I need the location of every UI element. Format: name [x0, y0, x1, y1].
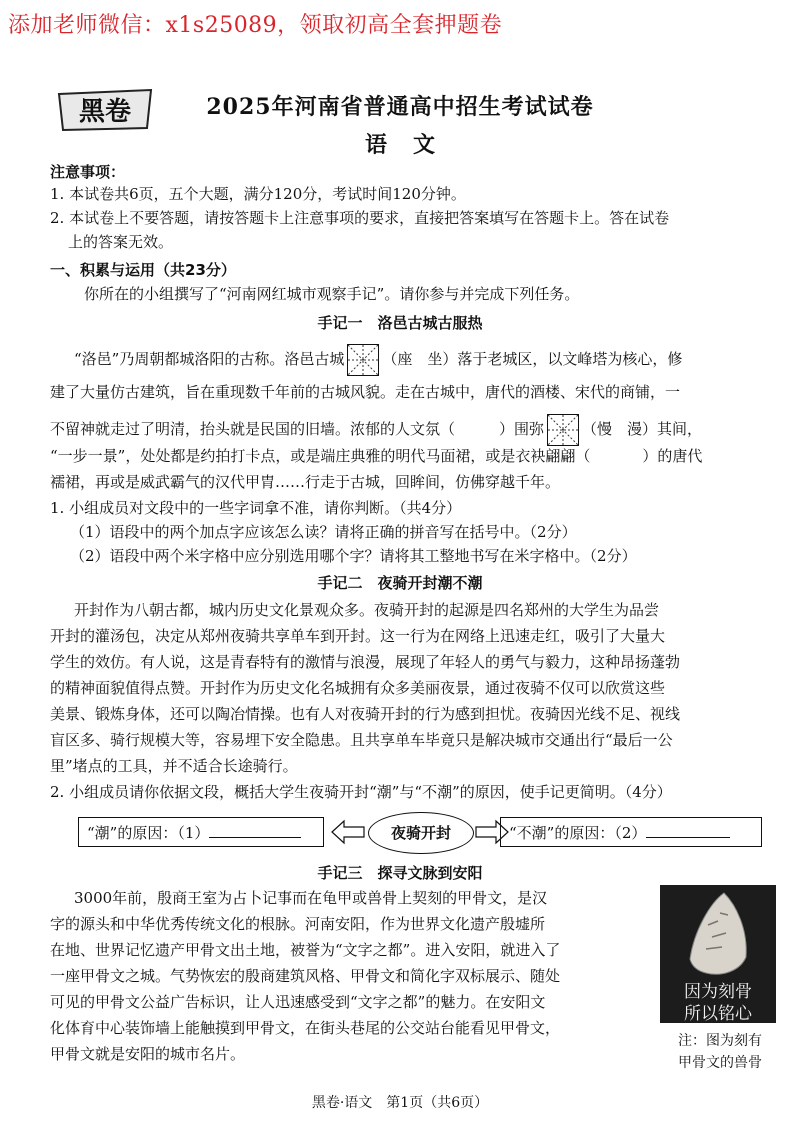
- mizige-box-2[interactable]: [547, 414, 579, 446]
- note3-line: 一座甲骨文之城。气势恢宏的殷商建筑风格、甲骨文和简化字双标展示、随处: [50, 967, 561, 985]
- photo-note: 甲骨文的兽骨: [678, 1055, 762, 1071]
- note1-line: 襦裙，再或是威武霸气的汉代甲胄……行走于古城，回眸间，仿佛穿越千年。: [50, 473, 561, 491]
- notes-item: 1. 本试卷共6页，五个大题，满分120分，考试时间120分钟。: [50, 185, 466, 203]
- flow-box-left: [78, 817, 324, 847]
- flow-box-right-label: “不潮”的原因：（2）: [509, 824, 647, 842]
- oracle-bone-photo: [660, 885, 776, 1023]
- section-heading: 一、积累与运用（共23分）: [50, 261, 236, 279]
- notes-item: 2. 本试卷上不要答题，请按答题卡上注意事项的要求，直接把答案填写在答题卡上。答在试卷: [50, 209, 670, 227]
- note1-text: ）围弥: [499, 420, 545, 438]
- note1-line: [50, 414, 702, 446]
- note1-text: “洛邑”乃周朝都城洛阳的古称。洛邑古城: [74, 350, 345, 368]
- question-2-stem: 2. 小组成员请你依据文段，概括大学生夜骑开封“潮”与“不潮”的原因，使手记更简明。（4分）: [50, 783, 672, 801]
- page-footer: 黑卷·语文 第1页（共6页）: [311, 1095, 489, 1111]
- notes-heading: 注意事项：: [50, 163, 126, 181]
- note1-text: ）的唐代: [642, 447, 703, 465]
- answer-line-2[interactable]: [646, 823, 730, 838]
- note1-text: （座 坐）落于老城区，以文峰塔为核心，修: [382, 350, 683, 368]
- photo-caption-line: 因为刻骨: [684, 982, 752, 1002]
- note2-line: 开封作为八朝古都，城内历史文化景观众多。夜骑开封的起源是四名郑州的大学生为品尝: [74, 601, 660, 619]
- note2-line: 的精神面貌值得点赞。开封作为历史文化名城拥有众多美丽夜景，通过夜骑不仅可以欣赏这些: [50, 679, 666, 697]
- note2-line: 盲区多、骑行规模大等，容易埋下安全隐患。且共享单车毕竟只是解决城市交通出行“最后一公: [50, 731, 673, 749]
- note2-line: 开封的灌汤包，决定从郑州夜骑共享单车到开封。这一行为在网络上迅速走红，吸引了大量大: [50, 627, 666, 645]
- question-1-sub: （1）语段中的两个加点字应该怎么读？请将正确的拼音写在括号中。（2分）: [70, 523, 577, 541]
- promo-banner: 添加老师微信：x1s25089，领取初高全套押题卷: [8, 13, 503, 38]
- answer-line-1[interactable]: [209, 823, 301, 838]
- note1-line: 建了大量仿古建筑，旨在重现数千年前的古城风貌。走在古城中，唐代的酒楼、宋代的商铺，一: [50, 383, 681, 401]
- stamp-text: 黑卷: [78, 97, 132, 127]
- note1-line: [74, 344, 682, 376]
- section-intro: 你所在的小组撰写了“河南网红城市观察手记”。请你参与并完成下列任务。: [84, 285, 580, 303]
- note1-text: 不留神就走过了明清，抬头就是民国的旧墙。浓郁的人文氛（: [50, 420, 456, 438]
- note2-line: 美景、锻炼身体，还可以陶冶情操。也有人对夜骑开封的行为感到担忧。夜骑因光线不足、视线: [50, 705, 681, 723]
- exam-title: 2025年河南省普通高中招生考试试卷: [206, 94, 594, 120]
- mizige-box-1[interactable]: [347, 344, 379, 376]
- note1-text: “一步一景”，处处都是约拍打卡点，或是端庄典雅的明代马面裙，或是衣袂翩翩（: [50, 447, 591, 465]
- arrow-left-icon: [330, 817, 366, 847]
- flow-center-label: 夜骑开封: [368, 812, 474, 854]
- note3-title: 手记三 探寻文脉到安阳: [317, 864, 483, 882]
- note1-text: （慢 漫）其间，: [582, 420, 703, 438]
- question-1-stem: 1. 小组成员对文段中的一些字词拿不准，请你判断。（共4分）: [50, 499, 462, 517]
- subject-title: 语文: [364, 132, 461, 158]
- note1-line: [50, 446, 702, 466]
- note3-line: 3000年前，殷商王室为占卜记事而在龟甲或兽骨上契刻的甲骨文，是汉: [74, 889, 548, 907]
- flow-box-right: [500, 817, 762, 847]
- note3-line: 甲骨文就是安阳的城市名片。: [50, 1045, 246, 1063]
- notes-item: 上的答案无效。: [68, 233, 174, 251]
- note1-title: 手记一 洛邑古城古服热: [317, 314, 483, 332]
- note2-title: 手记二 夜骑开封潮不潮: [317, 574, 483, 592]
- question-1-sub: （2）语段中两个米字格中应分别选用哪个字？请将其工整地书写在米字格中。（2分）: [70, 547, 637, 565]
- note3-line: 字的源头和中华优秀传统文化的根脉。河南安阳，作为世界文化遗产殷墟所: [50, 915, 546, 933]
- note3-line: 可见的甲骨文公益广告标识，让人迅速感受到“文字之都”的魅力。在安阳文: [50, 993, 546, 1011]
- note3-line: 在地、世界记忆遗产甲骨文出土地，被誉为“文字之都”。进入安阳，就进入了: [50, 941, 561, 959]
- photo-note: 注：图为刻有: [678, 1033, 762, 1049]
- flow-box-left-label: “潮”的原因：（1）: [87, 824, 210, 842]
- note3-line: 化体育中心装饰墙上能触摸到甲骨文，在街头巷尾的公交站台能看见甲骨文，: [50, 1019, 561, 1037]
- photo-caption-line: 所以铭心: [684, 1004, 752, 1023]
- note2-line: 里”堵点的工具，并不适合长途骑行。: [50, 757, 298, 775]
- note2-line: 学生的效仿。有人说，这是青春特有的激情与浪漫，展现了年轻人的勇气与毅力，这种昂扬蓬勃: [50, 653, 681, 671]
